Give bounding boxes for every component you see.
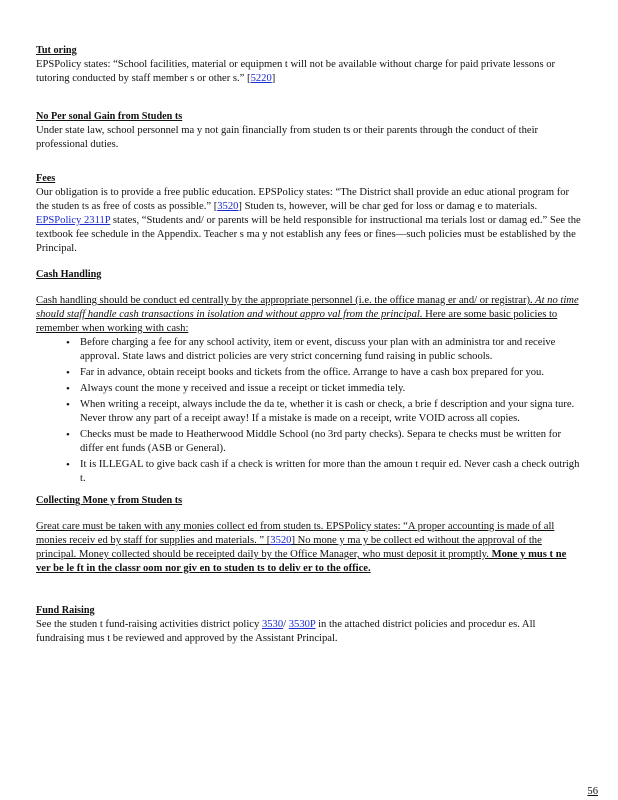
policy-5220-link[interactable]: 5220 [250, 73, 272, 84]
tutoring-end: ] [271, 73, 276, 84]
cash-rules-list [36, 336, 582, 486]
heading-no-personal-gain: No Per sonal Gain from Studen ts [36, 111, 183, 122]
document-page [36, 44, 582, 646]
fund-body-1: See the studen t fund-raising activities district policy [36, 619, 262, 630]
fund-body-2: in the attached district policies and procedur es. All fundraising mus t be reviewed and approved by the Assistant Principal. [36, 619, 536, 644]
fees-body-3: states, “Students and/ or parents will be held responsible for instructional ma terials lost or damag ed.” See the textbook fee schedule in the Appendix. Teacher s ma y not establish any fees or fines—such policies must be established by the Principal. [36, 215, 581, 254]
heading-tutoring: Tut oring [36, 45, 77, 56]
heading-fund-raising: Fund Raising [36, 605, 95, 616]
policy-3520-link-2[interactable]: 3520 [270, 535, 292, 546]
fees-body-1: Our obligation is to provide a free public education. EPSPolicy states: “The District shall provide an educ ational program for the studen ts as free of costs as possible.” [ [36, 187, 570, 212]
heading-cash-handling: Cash Handling [36, 269, 102, 280]
tutoring-body: EPSPolicy states: “School facilities, material or equipmen t will not be available without charge for paid private lessons or tutoring conducted by staff member s or other s.” [ [36, 59, 556, 84]
collecting-body-1: Great care must be taken with any monies collect ed from studen ts. EPSPolicy states: “A proper accounting is made of all monies receiv ed by staff for supplies and materials. ” [ [36, 521, 555, 546]
tutoring-text [36, 58, 582, 86]
list-item: • It is ILLEGAL to give back cash if a check is written for more than the amoun t requir ed. Never cash a check outrigh t. [80, 458, 582, 486]
fund-separator: / [283, 619, 289, 630]
fees-body-2: ] Studen ts, however, will be char ged for loss or damag e to materials. [238, 201, 538, 212]
collecting-body-3: Mone y mus t ne ver be le ft in the classr oom nor giv en to studen ts to deliv er to the office. [36, 549, 567, 574]
no-gain-text: Under state law, school personnel ma y not gain financially from studen ts or their parents through the conduct of their professional duties. [36, 125, 539, 150]
collecting-body-2: ] No mone y ma y be collect ed without the approval of the principal. Money collected should be receipted daily by the Office Manager, who must deposit it promptly. [36, 535, 542, 560]
section-tutoring [36, 44, 582, 86]
cash-intro-underlined: Cash handling should be conduct ed centrally by the appropriate personnel (i.e. the office manag er and/ or registrar). [36, 295, 533, 306]
heading-fees: Fees [36, 173, 56, 184]
list-item: • Always count the mone y received and issue a receipt or ticket immedia tely. [80, 382, 582, 396]
fund-text [36, 618, 582, 646]
section-no-personal-gain [36, 110, 582, 152]
section-cash-handling [36, 268, 582, 486]
policy-3530-link[interactable]: 3530 [261, 619, 284, 630]
policy-2311p-link[interactable]: EPSPolicy 2311P [36, 215, 111, 226]
policy-3520-link[interactable]: 3520 [217, 201, 239, 212]
section-collecting-money [36, 494, 582, 576]
cash-intro [36, 294, 582, 336]
section-fees [36, 172, 582, 256]
page-number: 56 [587, 786, 598, 797]
section-fund-raising [36, 604, 582, 646]
list-item: • When writing a receipt, always include the da te, whether it is cash or check, a brie f description and your signa ture. Never throw any part of a receipt away! If a mistake is made on a receipt, write VOID across all copies. [80, 398, 582, 426]
collecting-text [36, 520, 582, 576]
cash-intro-end: Here are some basic policies to remember when working with cash: [36, 309, 558, 334]
cash-intro-italic: At no time should staff handle cash transactions in isolation and without appro val from the principal. [36, 295, 579, 320]
list-item: • Far in advance, obtain receipt books and tickets from the office. Arrange to have a cash box prepared for you. [80, 366, 582, 380]
policy-3530p-link[interactable]: 3530P [288, 619, 316, 630]
fees-text [36, 186, 582, 256]
heading-collecting-money: Collecting Mone y from Studen ts [36, 495, 183, 506]
list-item: • Checks must be made to Heatherwood Middle School (no 3rd party checks). Separa te checks must be written for differ ent funds (ASB or General). [80, 428, 582, 456]
list-item: • Before charging a fee for any school activity, item or event, discuss your plan with an administra tor and receive approval. State laws and district policies are very strict concerning fund raising in public schools. [80, 336, 582, 364]
